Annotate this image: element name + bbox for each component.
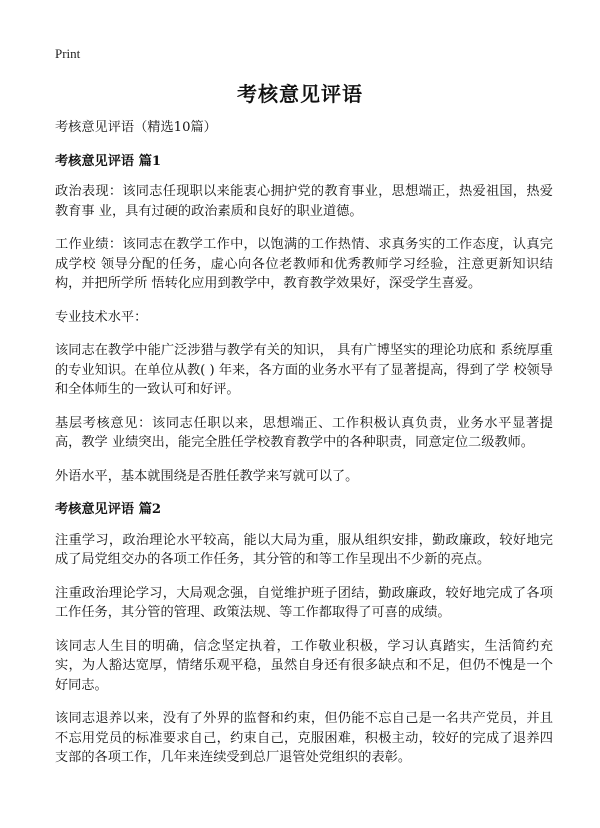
section-2-paragraph-4: 该同志退养以来，没有了外界的监督和约束，但仍能不忘自己是一名共产党员，并且不忘用党员的标准要求自己，约束自己，克服困难，积极主动，较好的完成了退养四支部的各项工作，几年来连续受到总厂退管处党组织的表彰。 bbox=[55, 711, 553, 765]
document-title: 考核意见评语 bbox=[237, 82, 363, 106]
section-1-paragraph-assessment: 基层考核意见：该同志任职以来，思想端正、工作积极认真负责，业务水平显著提高，教学 业绩突出，能完全胜任学校教育教学中的各种职责，同意定位二级教师。 bbox=[55, 415, 553, 450]
section-2-paragraph-1: 注重学习，政治理论水平较高，能以大局为重，服从组织安排，勤政廉政，较好地完成了局党组交办的各项工作任务，其分管的和等工作呈现出不少新的亮点。 bbox=[55, 532, 553, 567]
section-1-paragraph-technical: 该同志在教学中能广泛涉猎与教学有关的知识， 具有广博坚实的理论功底和 系统厚重的专业知识。在单位从教( ) 年来，各方面的业务水平有了显著提高，得到了学 校领导和全体师生的一致认可和好评。 bbox=[55, 343, 553, 397]
section-1-paragraph-technical-heading: 专业技术水平： bbox=[55, 309, 148, 325]
document-subtitle: 考核意见评语（精选10篇） bbox=[55, 120, 217, 135]
section-1-paragraph-language: 外语水平，基本就围绕是否胜任教学来写就可以了。 bbox=[55, 468, 359, 484]
section-2-paragraph-2: 注重政治理论学习，大局观念强，自觉维护班子团结，勤政廉政，较好地完成了各项工作任务，其分管的管理、政策法规、等工作都取得了可喜的成绩。 bbox=[55, 585, 553, 620]
document-body bbox=[55, 118, 553, 782]
section-2-paragraph-3: 该同志人生目的明确，信念坚定执着，工作敬业积极，学习认真踏实，生活简约充实，为人豁达宽厚，情绪乐观平稳，虽然自身还有很多缺点和不足，但仍不愧是一个好同志。 bbox=[55, 638, 553, 693]
section-heading-1: 考核意见评语 篇1 bbox=[55, 153, 162, 169]
section-1-paragraph-political: 政治表现：该同志任现职以来能衷心拥护党的教育事业，思想端正，热爱祖国，热爱教育事 业，具有过硬的政治素质和良好的职业道德。 bbox=[55, 184, 553, 219]
section-1-paragraph-performance: 工作业绩：该同志在教学工作中，以饱满的工作热情、求真务实的工作态度，认真完成学校 领导分配的任务，虚心向各位老教师和优秀教师学习经验，注意更新知识结构，并把所学所 悟转化应用到教学中，教育教学效果好，深受学生喜爱。 bbox=[55, 237, 553, 291]
section-heading-2: 考核意见评语 篇2 bbox=[55, 502, 162, 517]
print-link[interactable]: Print bbox=[55, 46, 81, 61]
